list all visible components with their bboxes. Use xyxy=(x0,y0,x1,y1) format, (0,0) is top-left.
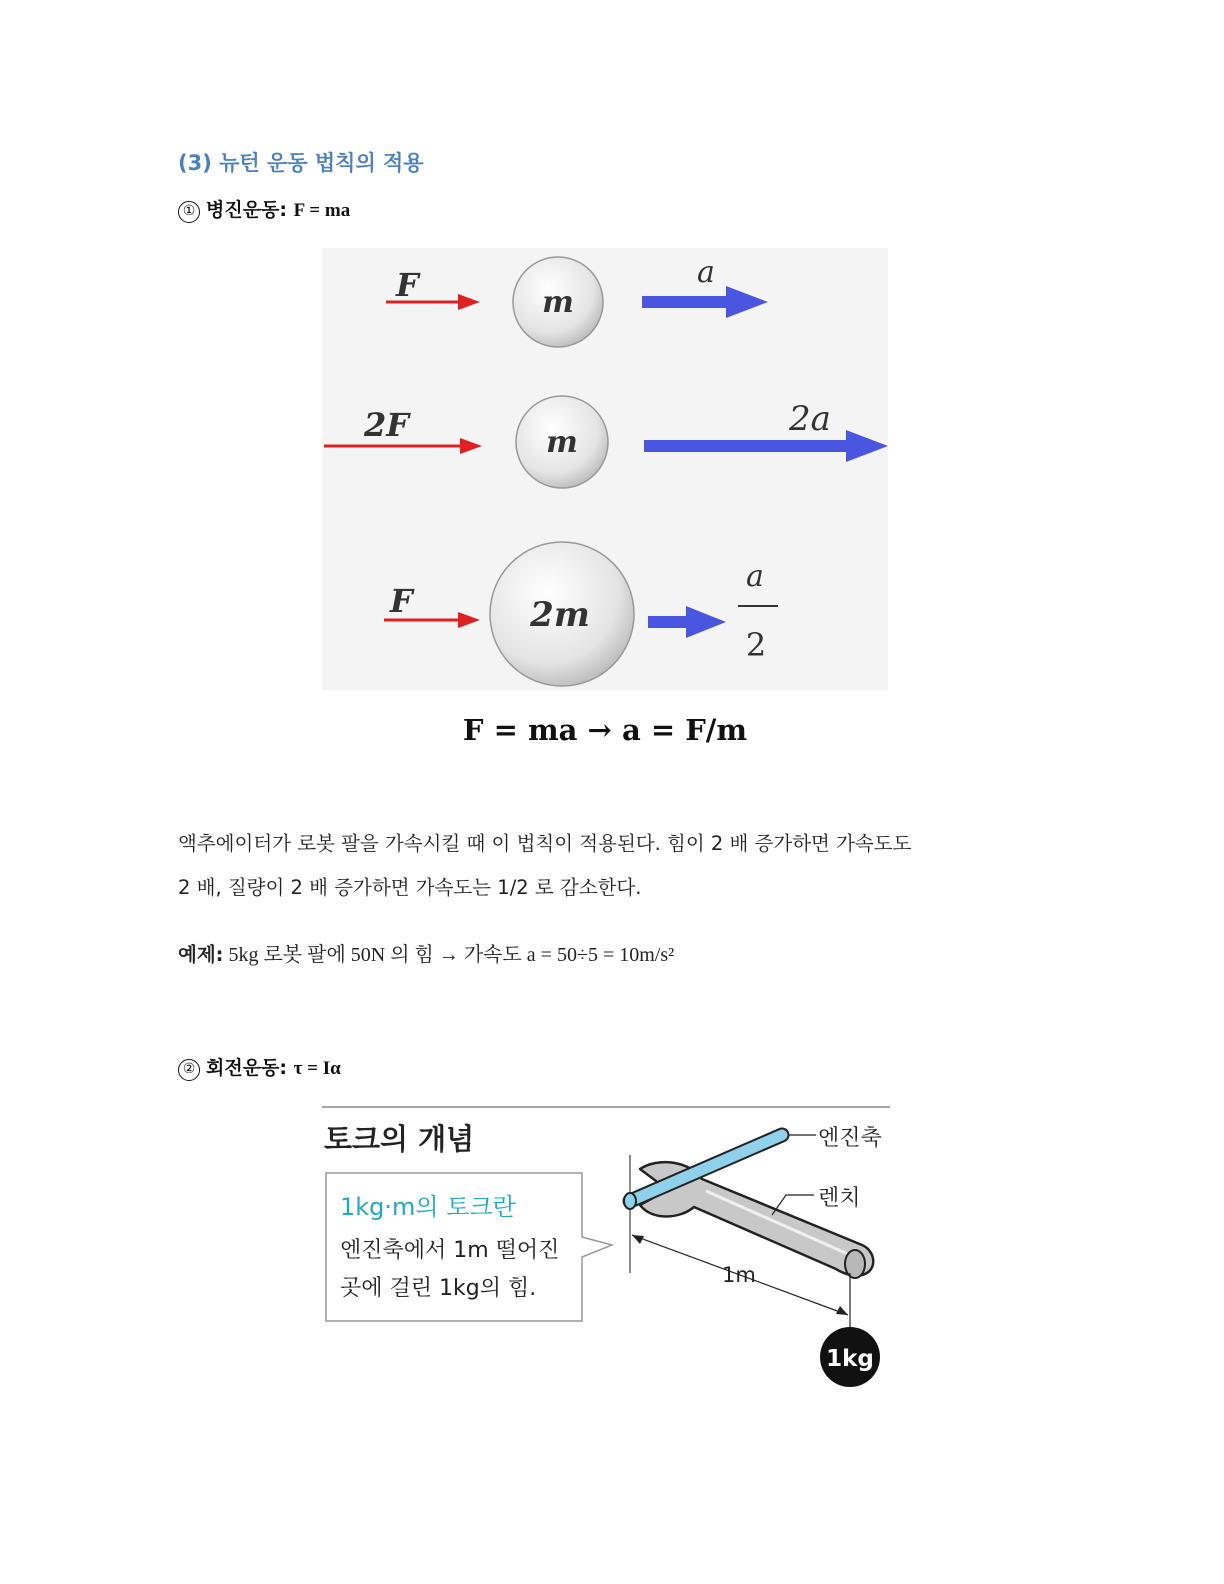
example-line xyxy=(178,938,674,967)
torque-concept-figure xyxy=(322,1105,892,1395)
weight-label: 1kg xyxy=(826,1346,874,1372)
circled-number-two: ② xyxy=(178,1059,200,1081)
row-1 xyxy=(386,255,768,347)
row-2-accel-arrow xyxy=(644,430,888,462)
row-3-force-label: F xyxy=(390,582,413,620)
row-1-mass-label: m xyxy=(542,285,574,320)
translation-heading xyxy=(178,195,350,223)
row-3-mass-label: 2m xyxy=(530,595,590,635)
explanation-paragraph xyxy=(178,822,1008,910)
rotation-heading xyxy=(178,1053,341,1081)
rotation-heading-formula: τ = Iα xyxy=(293,1058,341,1079)
row-2 xyxy=(324,396,888,488)
circled-number-one: ① xyxy=(178,201,200,223)
row-2-force-label: 2F xyxy=(364,406,409,444)
example-label: 예제: xyxy=(178,943,224,966)
main-formula: F = ma → a = F/m xyxy=(462,713,748,747)
translation-heading-formula: F = ma xyxy=(293,200,351,221)
definition-box-line-1: 엔진축에서 1m 떨어진 xyxy=(340,1238,560,1263)
row-1-accel-label: a xyxy=(697,255,715,290)
definition-box-line-2: 곳에 걸린 1kg의 힘. xyxy=(340,1276,537,1301)
explanation-line-1: 액추에이터가 로봇 팔을 가속시킬 때 이 법칙이 적용된다. 힘이 2 배 증가하면 가속도도 xyxy=(178,832,912,855)
row-1-force-label: F xyxy=(396,266,419,304)
definition-box-title: 1kg·m의 토크란 xyxy=(340,1193,516,1221)
row-3-accel-numerator: a xyxy=(746,559,764,594)
explanation-line-2: 2 배, 질량이 2 배 증가하면 가속도는 1/2 로 감소한다. xyxy=(178,876,642,899)
section-title: (3) 뉴턴 운동 법칙의 적용 xyxy=(178,151,424,175)
row-3-accel-arrow xyxy=(648,606,726,638)
newton-second-law-figure xyxy=(322,248,888,690)
distance-label: 1m xyxy=(722,1263,756,1287)
torque-figure-title: 토크의 개념 xyxy=(324,1122,475,1156)
row-2-mass-label: m xyxy=(546,425,578,460)
translation-heading-label: 병진운동: xyxy=(206,199,288,221)
row-1-accel-arrow xyxy=(642,286,768,318)
row-3-accel-denominator: 2 xyxy=(745,626,767,664)
label-wrench: 렌치 xyxy=(818,1186,861,1211)
example-text: 5kg 로봇 팔에 50N 의 힘 → 가속도 a = 50÷5 = 10m/s² xyxy=(223,944,675,966)
label-engine-shaft: 엔진축 xyxy=(818,1126,882,1151)
rotation-heading-label: 회전운동: xyxy=(206,1057,288,1079)
row-2-accel-label: 2a xyxy=(789,399,831,439)
row-3 xyxy=(384,542,778,686)
